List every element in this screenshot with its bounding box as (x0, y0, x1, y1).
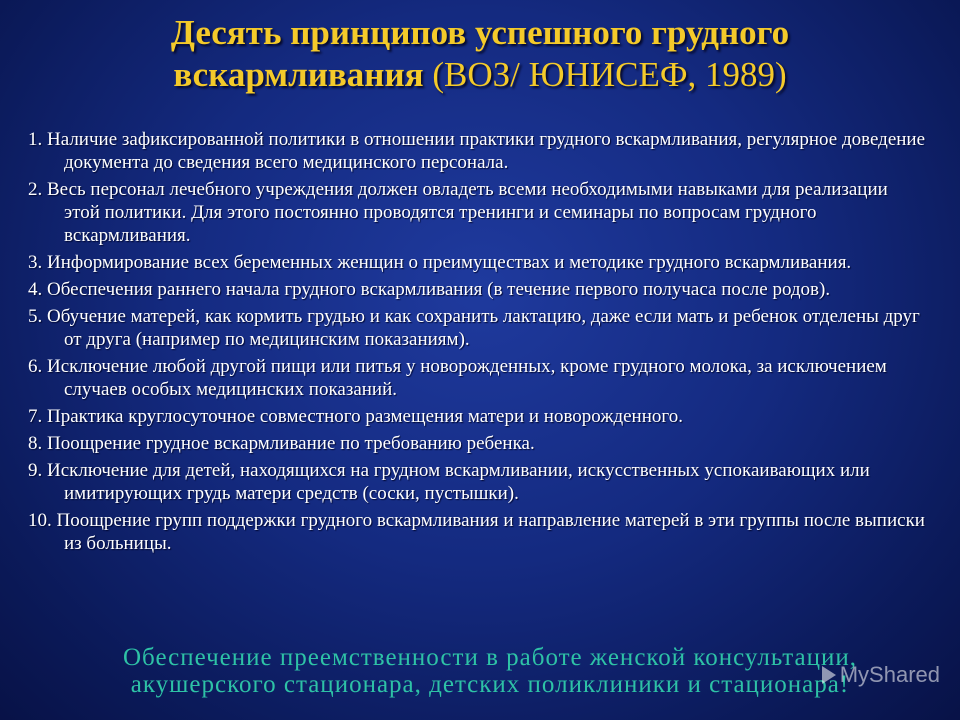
list-item: 10. Поощрение групп поддержки грудного вскармливания и направление матерей в эти группы после выписки из больницы. (28, 510, 925, 554)
title-line-1: Десять принципов успешного грудного (170, 13, 790, 52)
footer-line-1: Обеспечение преемственности в работе женской консультации, (123, 644, 857, 671)
list-item: 9. Исключение для детей, находящихся на грудном вскармливании, искусственных успокаивающих или имитирующих грудь матери средств (соски, пустышки). (28, 460, 870, 504)
list-item: 1. Наличие зафиксированной политики в отношении практики грудного вскармливания, регулярное доведение документа до сведения всего медицинского персонала. (28, 129, 926, 173)
watermark-text: MyShared (839, 662, 940, 687)
list-item: 7. Практика круглосуточное совместного размещения матери и новорожденного. (28, 406, 683, 427)
slide-footer (40, 644, 940, 698)
list-item: 6. Исключение любой другой пищи или питья у новорожденных, кроме грудного молока, за исключением случаев особых медицинских показаний. (28, 356, 887, 400)
footer-line-2: акушерского стационара, детских поликлиники и стационара! (130, 671, 850, 698)
principles-list (28, 128, 928, 559)
list-item: 5. Обучение матерей, как кормить грудью и как сохранить лактацию, даже если мать и ребенок отделены друг от друга (например по медицинским показаниям). (28, 306, 920, 350)
list-item: 3. Информирование всех беременных женщин о преимуществах и методике грудного вскармливания. (28, 252, 852, 273)
title-line-2 (30, 54, 930, 96)
list-item: 8. Поощрение грудное вскармливание по требованию ребенка. (28, 433, 535, 454)
slide-title (30, 12, 930, 96)
title-line-2-light: (ВОЗ/ ЮНИСЕФ, 1989) (423, 55, 787, 94)
list-item: 2. Весь персонал лечебного учреждения должен овладеть всеми необходимыми навыками для реализации этой политики. Для этого постоянно проводятся тренинги и семинары по вопросам грудного вскармливания. (28, 179, 888, 246)
play-icon (822, 666, 836, 684)
list-item: 4. Обеспечения раннего начала грудного вскармливания (в течение первого получаса после родов). (28, 279, 831, 300)
title-line-2-bold: вскармливания (173, 55, 424, 94)
watermark (822, 662, 940, 688)
